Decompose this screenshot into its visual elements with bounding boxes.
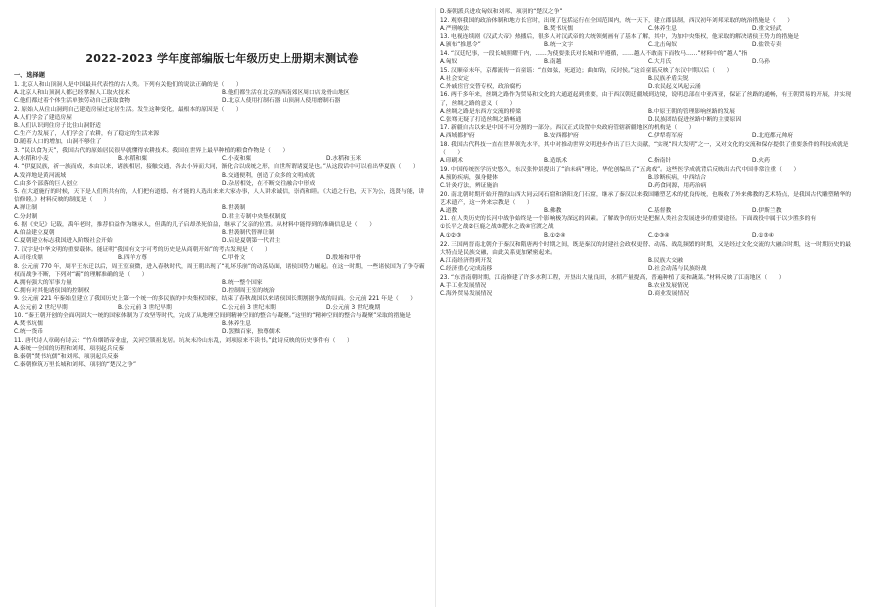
answer-option: A.北京人和山顶洞人都已经掌握人工取火技术 bbox=[14, 90, 130, 97]
answer-option: B.世袭制 bbox=[222, 205, 246, 212]
answer-option: C.甲骨文 bbox=[222, 254, 246, 261]
answer-option: D.罢黜百家，独尊儒术 bbox=[222, 329, 281, 336]
answer-option: C.大月氏 bbox=[648, 59, 672, 66]
answer-option: B.秦朝“焚书坑儒”和刘邦、项羽起兵反秦 bbox=[14, 354, 119, 361]
answer-option: B.①②④ bbox=[544, 233, 566, 240]
question bbox=[14, 312, 430, 336]
question bbox=[440, 166, 856, 190]
exam-title: 2022-2023 学年度部编版七年级历史上册期末测试卷 bbox=[85, 52, 359, 65]
answer-option: D.药食同源，用药治病 bbox=[648, 182, 707, 189]
answer-option: B.南越 bbox=[544, 59, 562, 66]
answer-option: C.拥有对其他诸侯国的控制权 bbox=[14, 287, 90, 294]
answer-option: C.他们都过着个体生活单独劳动自己获取食物 bbox=[14, 98, 131, 105]
question bbox=[440, 33, 856, 49]
question-stem: 9. 公元前 221 年秦始皇建立了我国历史上第一个统一的多民族的中央集权国家，结束了春秋战国以来诸侯国长期割据争战的局面。公元前 221 年是（ ） bbox=[14, 296, 417, 303]
question bbox=[440, 274, 856, 298]
question-stem: 21. 在人类历史的长河中战争始终是一个影响极为深远的因素。了解战争的历史是把握人类社会发展进步的重要途径。下面战役中属于以少胜多的有 bbox=[440, 216, 817, 223]
question bbox=[440, 241, 856, 273]
answer-option: C.伊犁将军府 bbox=[648, 133, 683, 140]
question bbox=[440, 141, 856, 165]
answer-options bbox=[440, 25, 856, 33]
question-stem: 12. 观察我国的政治体制和地方长官时，出现了包括运行在全国范围内，统一天下，建立郡县制，西汉初年刘邦采取的统治措施是（ ） bbox=[440, 17, 794, 24]
answer-option: ①长平之战②巨鹿之战③淝水之战④官渡之战 bbox=[440, 224, 554, 231]
answer-option: D.火药 bbox=[752, 158, 770, 165]
answer-option: A.拥有强大的军事力量 bbox=[14, 279, 72, 286]
answer-option: A.手工业发展情况 bbox=[440, 282, 487, 289]
answer-option: C.外戚宦官交替专权，政治腐朽 bbox=[440, 83, 522, 90]
question bbox=[440, 8, 856, 16]
answer-options bbox=[14, 172, 430, 188]
answer-option: B.诊断疾病，中西结合 bbox=[648, 174, 706, 181]
answer-options bbox=[440, 132, 856, 140]
answer-options bbox=[440, 41, 856, 49]
answer-option: D.启是夏朝第一代君主 bbox=[222, 238, 281, 245]
question-stem: 16. 两千多年来，丝绸之路作为贸易和文化的大通道起到重要，由于西汉朝廷疆域到边境，说明总部在中亚西亚，保证了丝路的通畅，有王朝贸易的开展，并实现了，丝绸之路的意义（ ） bbox=[440, 92, 852, 107]
answer-options bbox=[440, 257, 856, 273]
answer-option: C.统一货币 bbox=[14, 329, 44, 336]
question bbox=[440, 50, 856, 66]
answer-options bbox=[440, 232, 856, 240]
answer-option: B.佛教 bbox=[544, 207, 562, 214]
question-list-left bbox=[14, 81, 430, 369]
answer-option: D.北庭都元帅府 bbox=[752, 133, 794, 140]
answer-option: D.杂居相处，在不断交往融合中形成 bbox=[222, 180, 316, 187]
answer-option: D.盐铁专卖 bbox=[752, 42, 782, 49]
answer-option: B.造纸术 bbox=[544, 158, 568, 165]
answer-options bbox=[440, 75, 856, 91]
answer-option: B.农业发展情况 bbox=[648, 282, 689, 289]
question-stem: 18. 我国古代科技一直在世界领先水平，其中对推动世界文明进步作出了巨大贡献，“实现“四大发明”之一，又对文化的交流和保存提供了重要条件的科技成就是（ ） bbox=[440, 142, 849, 157]
answer-option: A.①②③ bbox=[440, 233, 462, 240]
answer-option: C.经济重心完成南移 bbox=[440, 265, 493, 272]
answer-option: C.由多个部落的巨人创立 bbox=[14, 180, 78, 187]
answer-option: A.公元前 2 世纪早期 bbox=[14, 304, 68, 311]
answer-options bbox=[440, 207, 856, 215]
answer-option: A.伯益建立夏朝 bbox=[14, 230, 55, 237]
question bbox=[14, 295, 430, 311]
answer-options bbox=[440, 8, 856, 16]
answer-option: C.分封制 bbox=[14, 213, 38, 220]
answer-options bbox=[440, 108, 856, 124]
question-stem: 5. 在大道施行的时候，天下是人们所共有的，人们把有道德、有才能的人选出来来大家办事，人人讲求诚信，崇尚和睦。《大道之行也，天下为公，选贤与能，讲信修睦。》材料反映的制度是（ ） bbox=[14, 189, 425, 204]
question bbox=[14, 246, 430, 262]
answer-option: A.禅让制 bbox=[14, 205, 38, 212]
question-stem: 8. 公元前 770 年，周平王东迁以后，周王室衰微，进入春秋时代，周王朝出现了“礼坏乐崩”的动荡局面，诸侯国势力崛起。在这一时期，一些诸侯国为了争夺霸权而战争不断，下列对“霸”的理解准确的是（ ） bbox=[14, 263, 425, 278]
answer-options bbox=[440, 157, 856, 165]
question bbox=[440, 91, 856, 123]
question-stem: 13. 电视连续剧《汉武大帝》热播后，很多人对汉武帝的大统领刻画有了基本了解，其中，为加中央集权，他采取的解决诸侯王势力的措施是 bbox=[440, 34, 799, 41]
question bbox=[440, 191, 856, 215]
answer-option: A.匈奴 bbox=[440, 59, 458, 66]
answer-option: A.江南经济得到开发 bbox=[440, 257, 493, 264]
answer-option: C.小麦和粟 bbox=[222, 155, 252, 162]
answer-options bbox=[14, 304, 430, 312]
answer-option: C.夏朝建立标志我国进入阶级社会开始 bbox=[14, 238, 113, 245]
answer-option: A.社会安定 bbox=[440, 75, 469, 82]
answer-option: A.秦统一全国的历程和刘邦、项羽起兵反秦 bbox=[14, 346, 125, 352]
answer-option: A.人们学会了建造房屋 bbox=[14, 114, 72, 121]
answer-option: D.①③④ bbox=[752, 233, 774, 240]
question bbox=[14, 163, 430, 187]
answer-option: D.乌孙 bbox=[752, 59, 770, 66]
answer-option: D.水稻和玉米 bbox=[326, 155, 362, 162]
answer-option: B.焚书坑儒 bbox=[544, 25, 574, 32]
answer-option: B.他们都生活在北京的西南郊区周口店龙骨山地区 bbox=[222, 90, 350, 97]
answer-option: A.焚书坑儒 bbox=[14, 321, 43, 328]
question-stem: 14. “汉廷纪事，一段长城照耀千内，……为使要张氏对长城和平遵循，……越人不敢南下而牧马……”材料中的“越人”指 bbox=[440, 50, 748, 57]
answer-options bbox=[440, 58, 856, 66]
answer-options bbox=[440, 282, 856, 298]
answer-options bbox=[14, 229, 430, 245]
question-stem: 15. 汉顺帝末年，京都流传一首童谣：“直如弦，死道边；曲如钩，反封侯。”这首童谣反映了东汉中期以后（ ） bbox=[440, 67, 733, 74]
right-column bbox=[440, 8, 856, 609]
question-list-right bbox=[440, 8, 856, 298]
answer-option: D.君主专制中央集权制度 bbox=[222, 213, 287, 220]
question-stem: 6. 据《史记》记载，禹年老时，推荐伯益作为继承人，但禹的儿子启却杀死伯益，继承了父亲的位置。从材料中能得到的准确信息是（ ） bbox=[14, 222, 375, 229]
answer-option: A.道教 bbox=[440, 207, 458, 214]
answer-option: D.公元前 3 世纪晚期 bbox=[326, 304, 381, 311]
answer-option: B.休养生息 bbox=[222, 321, 252, 328]
answer-option: C.指南针 bbox=[648, 158, 672, 165]
answer-option: A.颁布“推恩令” bbox=[440, 42, 481, 49]
answer-option: C.公元前 3 世纪末期 bbox=[222, 304, 276, 311]
answer-options bbox=[440, 174, 856, 190]
answer-option: A.印刷术 bbox=[440, 158, 464, 165]
answer-option: A.严刑峻法 bbox=[440, 25, 469, 32]
answer-options bbox=[14, 89, 430, 105]
answer-option: C.针灸疗法，辨证施治 bbox=[440, 182, 499, 189]
question-stem: 7. 汉字是中华文明的重要载体。能证明“我国有文字可考的历史是从商朝开始”的考古发现是（ ） bbox=[14, 246, 271, 253]
answer-option: D.农民起义风起云涌 bbox=[648, 83, 701, 90]
question-stem: 22. 三国两晋南北朝介于秦汉和隋唐两个时期之间，既是秦汉的封建社会政权更替、动荡、战乱频繁的时期，又是经过文化交流的大融合时期，这一时期历史的最大特点是民族交融，由此关系更加紧密起来。 bbox=[440, 241, 852, 256]
answer-option: A.水稻和小麦 bbox=[14, 155, 49, 162]
answer-options bbox=[14, 320, 430, 336]
answer-option: C.海外贸易发展情况 bbox=[440, 290, 493, 297]
answer-option: A.发祥地是黄河流域 bbox=[14, 172, 67, 179]
answer-option: B.统一文字 bbox=[544, 42, 574, 49]
answer-option: B.人们认识到住房子比住山洞舒适 bbox=[14, 122, 101, 129]
answer-option: B.交通便利，创造了众多的文明成就 bbox=[222, 172, 315, 179]
answer-option: B.民族大交融 bbox=[648, 257, 683, 264]
answer-option: C.生产力发展了，人们学会了农耕，有了稳定的生活来源 bbox=[14, 131, 160, 138]
answer-option: A.司母戊鼎 bbox=[14, 254, 43, 261]
question-stem: 3. “民以食为天”，我国古代的原始居民很早就懂得农耕技术。我国在世界上最早种植的粮食作物是（ ） bbox=[14, 147, 289, 154]
answer-option: A.预防疾病，强身健体 bbox=[440, 174, 498, 181]
question bbox=[14, 263, 430, 295]
answer-option: C.②③④ bbox=[648, 233, 670, 240]
answer-option: C.休养生息 bbox=[648, 25, 678, 32]
answer-options bbox=[14, 345, 430, 369]
question bbox=[440, 232, 856, 240]
question bbox=[14, 106, 430, 146]
answer-options bbox=[14, 155, 430, 163]
answer-option: B.四羊方尊 bbox=[118, 254, 148, 261]
question bbox=[14, 147, 430, 163]
answer-option: C.基督教 bbox=[648, 207, 672, 214]
question bbox=[14, 221, 430, 245]
question bbox=[440, 215, 856, 231]
answer-option: B.民族矛盾尖锐 bbox=[648, 75, 689, 82]
answer-option: D.北京人使用打制石器 山顶洞人使用磨制石器 bbox=[222, 98, 341, 105]
question bbox=[440, 67, 856, 91]
column-divider bbox=[435, 8, 436, 607]
answer-option: D.重文轻武 bbox=[752, 25, 782, 32]
question bbox=[14, 337, 430, 369]
answer-option: B.水稻和粟 bbox=[118, 155, 148, 162]
answer-option: D.殷墟和甲骨 bbox=[326, 254, 362, 261]
answer-option: B.中原王朝的管理影响丝路的发展 bbox=[648, 108, 735, 115]
answer-option: B.统一整个国家 bbox=[222, 279, 263, 286]
question bbox=[14, 188, 430, 220]
left-column bbox=[14, 8, 430, 609]
section-heading: 一、选择题 bbox=[14, 72, 45, 79]
question-stem: 10. “秦王朝开创的全面巩固大一统的国家体制为了攻坚等时代，完成了从地理空间到精神空间的整合与凝聚。”这里的“精神空间的整合与凝聚”采取的措施是 bbox=[14, 313, 411, 320]
question-stem: 17. 新疆自古以来是中国不可分割的一部分。西汉正式设置中央政府管辖新疆地区的机构是（ ） bbox=[440, 125, 695, 132]
answer-option: D.随着人口的增加，山洞不够住了 bbox=[14, 139, 102, 146]
answer-option: A.丝绸之路是东西方交流的桥梁 bbox=[440, 108, 522, 115]
answer-option: A.西域都护府 bbox=[440, 133, 475, 140]
answer-option: D.控制周王室的统治 bbox=[222, 287, 275, 294]
answer-option: C.秦朝修筑万里长城和刘邦、项羽的“楚汉之争” bbox=[14, 362, 137, 369]
question-stem: 23. “东晋南朝时期，江南修建了许多水利工程，开垦出大量良田，水稻产量提高，普遍种植了麦和蔬菜。”材料反映了江南地区（ ） bbox=[440, 274, 785, 281]
answer-option: B.公元前 3 世纪早期 bbox=[118, 304, 172, 311]
answer-option: B.安西都护府 bbox=[544, 133, 579, 140]
answer-option: D.社会动荡与民族纷战 bbox=[648, 265, 707, 272]
question bbox=[440, 17, 856, 33]
question-stem: 2. 原始人从住山洞到自己建造房屋过定居生活。发生这种变化，最根本的原因是（ ） bbox=[14, 106, 242, 113]
question bbox=[440, 124, 856, 140]
question-stem: 20. 南北朝时期开始开凿的山西大同云冈石窟和洛阳龙门石窟，继承了秦汉以来我国雕塑艺术的优良传统，也吸收了外来佛教的艺术特点，是我国古代雕塑精华的艺术遗产，这一外来宗教是（ ） bbox=[440, 191, 852, 206]
answer-option: D.商业发展情况 bbox=[648, 290, 690, 297]
answer-option: B.世袭制代替禅让制 bbox=[222, 230, 275, 237]
answer-option: D.伊斯兰教 bbox=[752, 207, 782, 214]
answer-options bbox=[14, 279, 430, 295]
answer-options bbox=[14, 204, 430, 220]
question-stem: 4. “伊夏民族，祈一族而成，本由以来，诸族相居，接触交通，各去小异而大同，渐化合以成统之形，自世所谓诸夏是也。”从这段话中可以看出华夏族（ ） bbox=[14, 164, 419, 171]
answer-option: D.秦朝派兵进攻匈奴和刘邦、项羽的“楚汉之争” bbox=[440, 9, 563, 15]
answer-option: C.北击匈奴 bbox=[648, 42, 678, 49]
answer-option: D.民族团结促进丝路中断的主要原因 bbox=[648, 116, 742, 123]
question-stem: 19. 中国传统医学历史悠久，东汉张仲景提出了“治未病”理论，华佗创编出了“五禽戏”。这些医学成就背后反映出古代中国非常注重（ ） bbox=[440, 166, 800, 173]
question bbox=[14, 81, 430, 105]
answer-options bbox=[440, 223, 856, 231]
answer-option: C.张骞无疑了打造丝绸之路畅通 bbox=[440, 116, 522, 123]
question-stem: 1. 北京人和山顶洞人是中国最具代表性的古人类。下列有关他们的说法正确的是（ ） bbox=[14, 82, 242, 88]
answer-options bbox=[14, 254, 430, 262]
question-stem: 11. 唐代诗人章碣有诗云：“竹帛烟销帝业虚，关河空锁祖龙居。坑灰未冷山东乱，刘项原来不读书。”此诗反映的历史事件有（ ） bbox=[14, 337, 353, 344]
answer-options bbox=[14, 114, 430, 146]
